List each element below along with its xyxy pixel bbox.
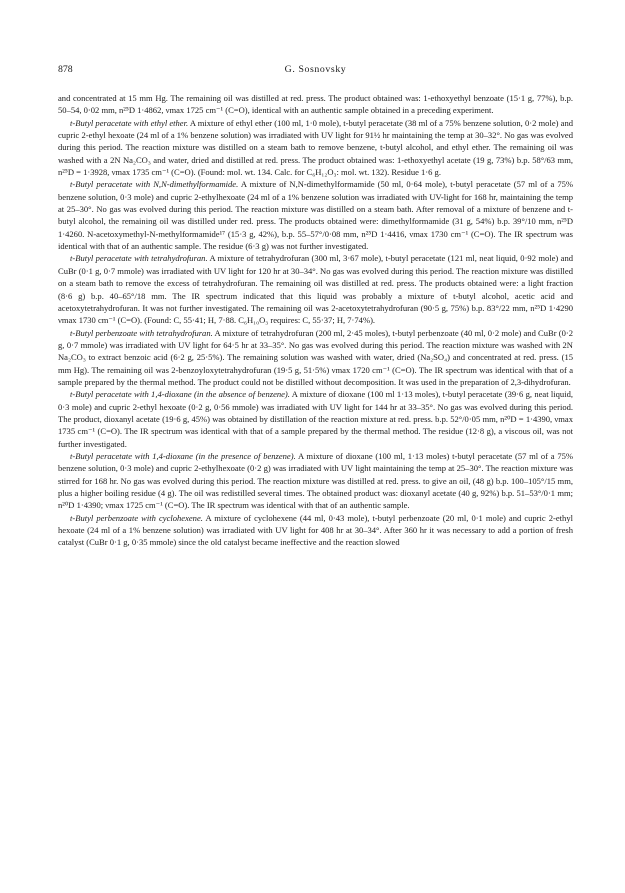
- page-header: [58, 64, 573, 80]
- paragraph-text: A mixture of dioxane (100 ml 1·13 moles), t-butyl peracetate (39·6 g, neat liquid, 0·3 mole) and cupric 2-ethyl hexoate (0·2 g, 0·56 mmole) was irradiated with UV light for 144 hr at 33–35°. No gas was evolved during this period. The product, dioxanyl acetate (19·6 g, 45%) was obtained by distillation of the reaction mixture at red. press. b.p. 52°/0·05 mm, n²⁰D = 1·4390, νmax 1735 cm⁻¹ (C=O). The IR spectrum was identical with that of a sample prepared by the thermal method. The residue (12·8 g), a viscous oil, was not further investigated.: [58, 389, 573, 449]
- paragraph-tetrahydrofuran-peracetate: [58, 252, 573, 326]
- paragraph-text: A mixture of ethyl ether (100 ml, 1·0 mole), t-butyl peracetate (38 ml of a 75% benzene solution, 0·2 mole) and cupric 2-ethyl hexoate (24 ml of a 1% benzene solution) was irradiated with UV light for 91½ hr maintaining the temp at 30–32°. No gas was evolved during this period. The reaction mixture was distilled on a steam bath to remove benzene, t-butyl alcohol, and ethyl ether. The remaining oil was washed with a 2N Na₂CO₃ and water, dried and distilled at red. press. The product obtained was: 1-ethoxyethyl acetate (19 g, 73%) b.p. 58°/63 mm, n²⁵D = 1·3928, νmax 1735 cm⁻¹ (C=O). (Found: mol. wt. 134. Calc. for C₆H₁₂O₃: mol. wt. 132). Residue 1·6 g.: [58, 117, 573, 178]
- paragraph-cyclohexene: [58, 512, 573, 549]
- paragraph-dioxane-no-benzene: [58, 388, 573, 450]
- paragraph-ethyl-ether: [58, 117, 573, 179]
- paragraph-text: and concentrated at 15 mm Hg. The remaining oil was distilled at red. press. The product obtained was: 1-ethoxyethyl benzoate (15·1 g, 77%), b.p. 50–54, 0·02 mm, n²⁵D 1·4862, νmax 1725 cm⁻¹ (C=O), identical with an authentic sample obtained in a preceding experiment.: [58, 93, 573, 116]
- running-head: G. Sosnovsky: [284, 64, 347, 75]
- paragraph-heading: t-Butyl peracetate with 1,4-dioxane (in the absence of benzene).: [70, 389, 290, 400]
- paragraph-heading: t-Butyl peracetate with N,N-dimethylformamide.: [70, 179, 239, 190]
- paragraph-continued: [58, 92, 573, 117]
- paragraph-heading: t-Butyl peracetate with 1,4-dioxane (in the presence of benzene).: [70, 450, 296, 461]
- paragraph-text: A mixture of tetrahydrofuran (200 ml, 2·45 moles), t-butyl perbenzoate (40 ml, 0·2 mole) and CuBr (0·2 g, 0·7 mmole) was irradiated with UV light for 64·5 hr at 33–35°. No gas was evolved during this period. The reaction mixture was washed with 2N Na₂CO₃ to extract benzoic acid (6·2 g, 25·5%). The remaining solution was washed with water, dried (Na₂SO₄) and concentrated at red. press. (15 mm Hg). The remaining oil was 2-benzoyloxytetrahydrofuran (19·5 g, 51·5%) νmax 1720 cm⁻¹ (C=O). The IR spectrum was identical with that of a sample prepared by the thermal method. The product could not be distilled without decomposition. It was used in the preparation of 2,3-dihydrofuran.: [58, 327, 573, 387]
- paragraph-text: A mixture of dioxane (100 ml, 1·13 moles) t-butyl peracetate (57 ml of a 75% benzene solution, 0·3 mole) and cupric 2-ethylhexoate (0·2 g) was irradiated with UV light maintaining the temp at 25–30°. The reaction mixture was stirred for 168 hr. No gas was evolved during this period. The reaction mixture was distilled at red. press. to give an oil, (48 g) b.p. 100–105°/15 mm, plus a higher boiling residue (4 g). The oil was redistilled several times. The obtained product was: dioxanyl acetate (40 g, 92%) b.p. 51–53°/0·1 mm; n²⁰D 1·4390; νmax 1725 cm⁻¹ (C=O). The IR spectrum was identical with that of an authentic sample.: [58, 450, 573, 511]
- page-number: 878: [58, 64, 73, 75]
- paragraph-heading: t-Butyl peracetate with tetrahydrofuran.: [70, 253, 208, 264]
- paragraph-heading: t-Butyl perbenzoate with tetrahydrofuran.: [70, 327, 213, 338]
- paragraph-tetrahydrofuran-perbenzoate: [58, 327, 573, 389]
- article-body: [58, 92, 573, 549]
- paragraph-dioxane-benzene: [58, 450, 573, 512]
- paragraph-dimethylformamide: [58, 178, 573, 252]
- paragraph-heading: t-Butyl peracetate with ethyl ether.: [70, 117, 189, 128]
- paragraph-heading: t-Butyl perbenzoate with cyclohexene.: [70, 512, 203, 523]
- paragraph-text: A mixture of N,N-dimethylformamide (50 ml, 0·64 mole), t-butyl peracetate (57 ml of a 75% benzene solution, 0·3 mole) and cupric 2-ethylhexoate (24 ml of a 1% benzene solution was irradiated with UV-light for 168 hr, maintaining the temp at 25–30°. No gas was evolved during this period. The reaction mixture was distilled on a steam bath. After removal of a mixture of benzene and t-butyl alcohol, the remaining oil was distilled under red. press. The products obtained were: dimethylformamide (31 g, 54%) b.p. 39°/10 mm, n²⁵D 1·4260. N-acetoxymethyl-N-methylformamide¹⁷ (15·3 g, 42%), b.p. 55–57°/0·08 mm, n²⁵D 1·4416, νmax 1730 cm⁻¹ (C=O). The IR spectrum was identical with that of an authentic sample. The residue (6·3 g) was not further investigated.: [58, 179, 574, 252]
- paragraph-text: A mixture of tetrahydrofuran (300 ml, 3·67 mole), t-butyl peracetate (121 ml, neat liquid, 0·92 mole) and CuBr (0·1 g, 0·7 mmole) was irradiated with UV light for 120 hr at 30–34°. No gas was evolved during this period. The reaction mixture was distilled on a steam bath to remove the excess of tetrahydrofuran. The remaining oil was distilled at red. press. The products obtained were: a light fraction (8·6 g) b.p. 40–65°/18 mm. The IR spectrum indicated that this liquid was probably a mixture of t-butyl alcohol, acetic acid and acetoxytetrahydrofuran. It was not further investigated. The remaining oil was 2-acetoxytetrahydrofuran (90·5 g, 75%) b.p. 83°/22 mm, n²⁵D 1·4290 νmax 1730 cm⁻¹ (C=O). (Found: C, 55·41; H, 7·88. C₆H₁₀O₃ requires: C, 55·37; H, 7·74%).: [58, 253, 573, 326]
- paragraph-text: A mixture of cyclohexene (44 ml, 0·43 mole), t-butyl perbenzoate (20 ml, 0·1 mole) and cupric 2-ethyl hexoate (24 ml of a 1% benzene solution) was irradiated with UV light for 408 hr at 30–34°. After 360 hr it was necessary to add a portion of fresh catalyst (CuBr 0·1 g, 0·35 mmole) since the old catalyst became ineffective and the reaction slowed: [58, 512, 573, 548]
